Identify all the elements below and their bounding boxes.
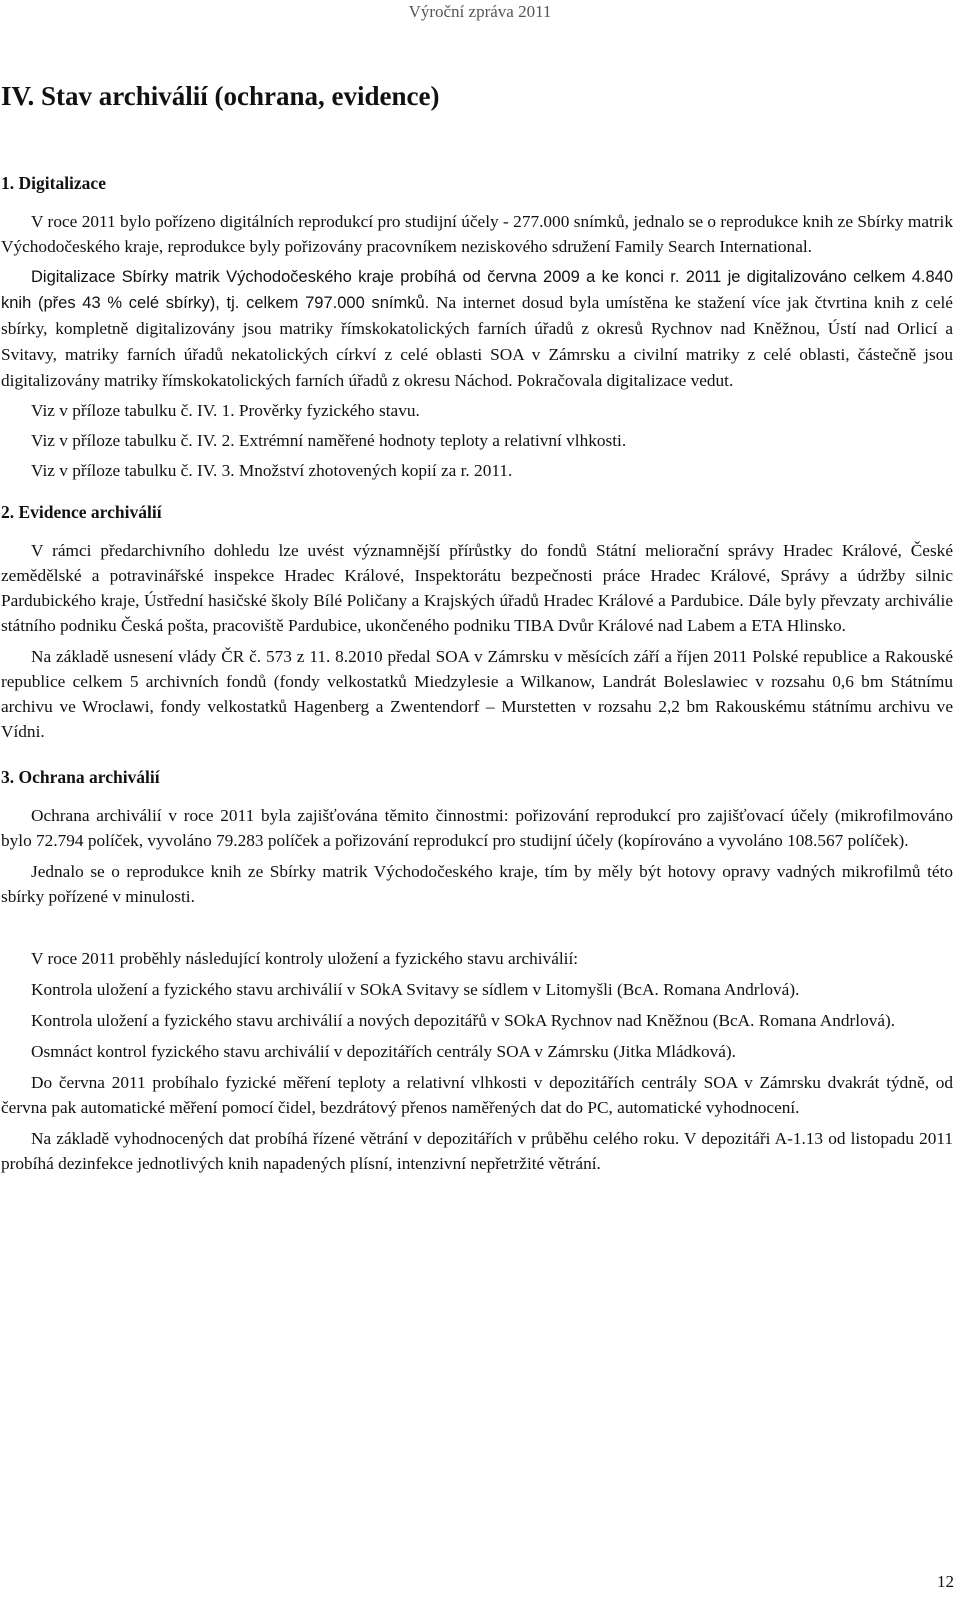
paragraph: Na základě vyhodnocených dat probíhá řízené větrání v depozitářích v průběhu celého roku. V depozitáři A-1.13 od listopadu 2011 probíhá dezinfekce jednotlivých knih napadených plísní, intenzivní nepřetržité větrání. <box>1 1129 953 1173</box>
running-header: Výroční zpráva 2011 <box>408 2 552 21</box>
section-title-evidence: 2. Evidence archiválií <box>1 502 162 522</box>
paragraph-text: Na internet dosud byla umístěna ke stažení více jak čtvrtina knih z celé sbírky, kompletně digitalizovány jsou matriky římskokatolických farních úřadů z okresů Rychnov nad Kněžnou, Ústí nad Orlicí a Svitavy, matriky farních úřadů nekatolických církví z celé oblasti SOA v Zámrsku a civilní matriky z celé oblasti, částečně jsou digitalizovány matriky římskokatolických farních úřadů z okresu Náchod. Pokračovala digitalizace vedut. <box>1 293 953 390</box>
appendix-reference: Viz v příloze tabulku č. IV. 2. Extrémní naměřené hodnoty teploty a relativní vlhkosti. <box>31 431 627 450</box>
section-title-ochrana: 3. Ochrana archiválií <box>1 767 160 787</box>
paragraph: V roce 2011 proběhly následující kontroly uložení a fyzického stavu archiválií: <box>31 949 579 968</box>
paragraph: Kontrola uložení a fyzického stavu archiválií a nových depozitářů v SOkA Rychnov nad Kněžnou (BcA. Romana Andrlová). <box>31 1011 896 1030</box>
paragraph: V rámci předarchivního dohledu lze uvést významnější přírůstky do fondů Státní meliorační správy Hradec Králové, České zemědělské a potravinářské inspekce Hradec Králové, Inspektorátu bezpečnosti práce Hradec Králové, Správy a údržby silnic Pardubického kraje, Ústřední hasičské školy Bílé Poličany a Krajských úřadů Hradec Králové a Pardubice. Dále byly převzaty archiválie státního podniku Česká pošta, pracoviště Pardubice, ukončeného podniku TIBA Dvůr Králové nad Labem a ETA Hlinsko. <box>1 541 953 635</box>
paragraph: V roce 2011 bylo pořízeno digitálních reprodukcí pro studijní účely - 277.000 snímků, jednalo se o reprodukce knih ze Sbírky matrik Východočeského kraje, reprodukce byly pořizovány pracovníkem neziskového sdružení Family Search International. <box>1 212 953 256</box>
paragraph: Osmnáct kontrol fyzického stavu archiválií v depozitářích centrály SOA v Zámrsku (Jitka Mládková). <box>31 1042 736 1061</box>
chapter-title: IV. Stav archiválií (ochrana, evidence) <box>1 81 440 111</box>
paragraph: Kontrola uložení a fyzického stavu archiválií v SOkA Svitavy se sídlem v Litomyšli (BcA. Romana Andrlová). <box>31 980 800 999</box>
appendix-reference: Viz v příloze tabulku č. IV. 1. Prověrky fyzického stavu. <box>31 401 420 420</box>
page-content <box>1 80 953 1176</box>
paragraph: Ochrana archiválií v roce 2011 byla zajišťována těmito činnostmi: pořizování reprodukcí pro zajišťovací účely (mikrofilmováno bylo 72.794 políček, vyvoláno 79.283 políček a pořizování reprodukcí pro studijní účely (kopírováno a vyvoláno 108.567 políček). <box>1 806 953 850</box>
page-number: 12 <box>937 1572 954 1591</box>
paragraph <box>1 265 953 394</box>
paragraph: Jednalo se o reprodukce knih ze Sbírky matrik Východočeského kraje, tím by měly být hotovy opravy vadných mikrofilmů této sbírky pořízené v minulosti. <box>1 862 953 906</box>
section-title-digitalizace: 1. Digitalizace <box>1 173 106 193</box>
paragraph-text-sans: Digitalizace Sbírky matrik Východočeského kraje probíhá od června 2009 a ke konci r. 2011 je digitalizováno celkem 4.840 knih (přes 43 % celé sbírky), tj. celkem 797.000 snímků. <box>1 268 953 312</box>
paragraph: Na základě usnesení vlády ČR č. 573 z 11. 8.2010 předal SOA v Zámrsku v měsících září a říjen 2011 Polské republice a Rakouské republice celkem 5 archivních fondů (fondy velkostatků Miedzylesie a Wilkanow, Landrát Boleslawiec v rozsahu 0,6 bm Státnímu archivu ve Wroclawi, fondy velkostatků Hagenberg a Zwentendorf – Murstetten v rozsahu 2,2 bm Rakouskému státnímu archivu ve Vídni. <box>1 647 953 741</box>
appendix-reference: Viz v příloze tabulku č. IV. 3. Množství zhotovených kopií za r. 2011. <box>31 461 513 480</box>
paragraph: Do června 2011 probíhalo fyzické měření teploty a relativní vlhkosti v depozitářích centrály SOA v Zámrsku dvakrát týdně, od června pak automatické měření pomocí čidel, bezdrátový přenos naměřených dat do PC, automatické vyhodnocení. <box>1 1073 953 1117</box>
